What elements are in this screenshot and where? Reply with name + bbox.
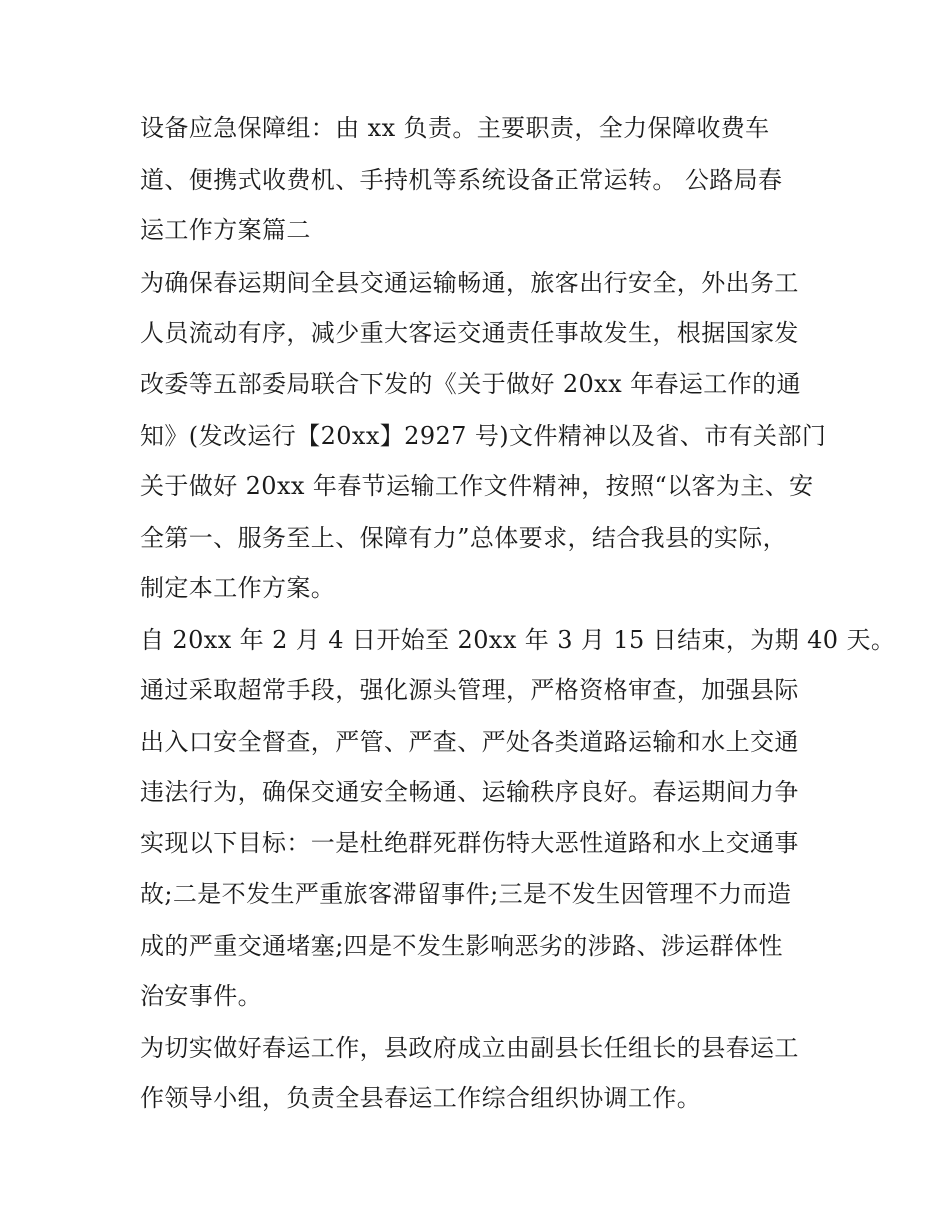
text-line: 作领导小组，负责全县春运工作综合组织协调工作。 — [140, 1084, 702, 1112]
text-line: 为切实做好春运工作，县政府成立由副县长任组长的县春运工 — [140, 1034, 799, 1062]
text-line: 违法行为，确保交通安全畅通、运输秩序良好。春运期间力争 — [140, 778, 799, 806]
text-line: 制定本工作方案。 — [140, 574, 336, 602]
text-line: 运工作方案篇二 — [140, 216, 311, 244]
text-line: 为确保春运期间全县交通运输畅通，旅客出行安全，外出务工 — [140, 269, 799, 297]
text-line: 自 20xx 年 2 月 4 日开始至 20xx 年 3 月 15 日结束，为期 40 天。 — [140, 626, 896, 654]
text-line: 通过采取超常手段，强化源头管理，严格资格审查，加强县际 — [140, 676, 799, 704]
text-line: 实现以下目标：一是杜绝群死群伤特大恶性道路和水上交通事 — [140, 829, 799, 857]
text-line: 出入口安全督查，严管、严查、严处各类道路运输和水上交通 — [140, 728, 799, 756]
text-line: 人员流动有序，减少重大客运交通责任事故发生，根据国家发 — [140, 319, 799, 347]
text-line: 成的严重交通堵塞;四是不发生影响恶劣的涉路、涉运群体性 — [140, 932, 783, 960]
text-line: 故;二是不发生严重旅客滞留事件;三是不发生因管理不力而造 — [140, 880, 792, 908]
text-line: 道、便携式收费机、手持机等系统设备正常运转。 公路局春 — [140, 166, 783, 194]
text-line: 知》(发改运行【20xx】2927 号)文件精神以及省、市有关部门 — [140, 422, 827, 450]
text-line: 设备应急保障组：由 xx 负责。主要职责，全力保障收费车 — [140, 114, 770, 142]
text-line: 关于做好 20xx 年春节运输工作文件精神，按照“以客为主、安 — [140, 472, 814, 500]
text-line: 改委等五部委局联合下发的《关于做好 20xx 年春运工作的通 — [140, 370, 801, 398]
text-line: 全第一、服务至上、保障有力”总体要求，结合我县的实际， — [140, 524, 788, 552]
text-line: 治安事件。 — [140, 982, 262, 1010]
